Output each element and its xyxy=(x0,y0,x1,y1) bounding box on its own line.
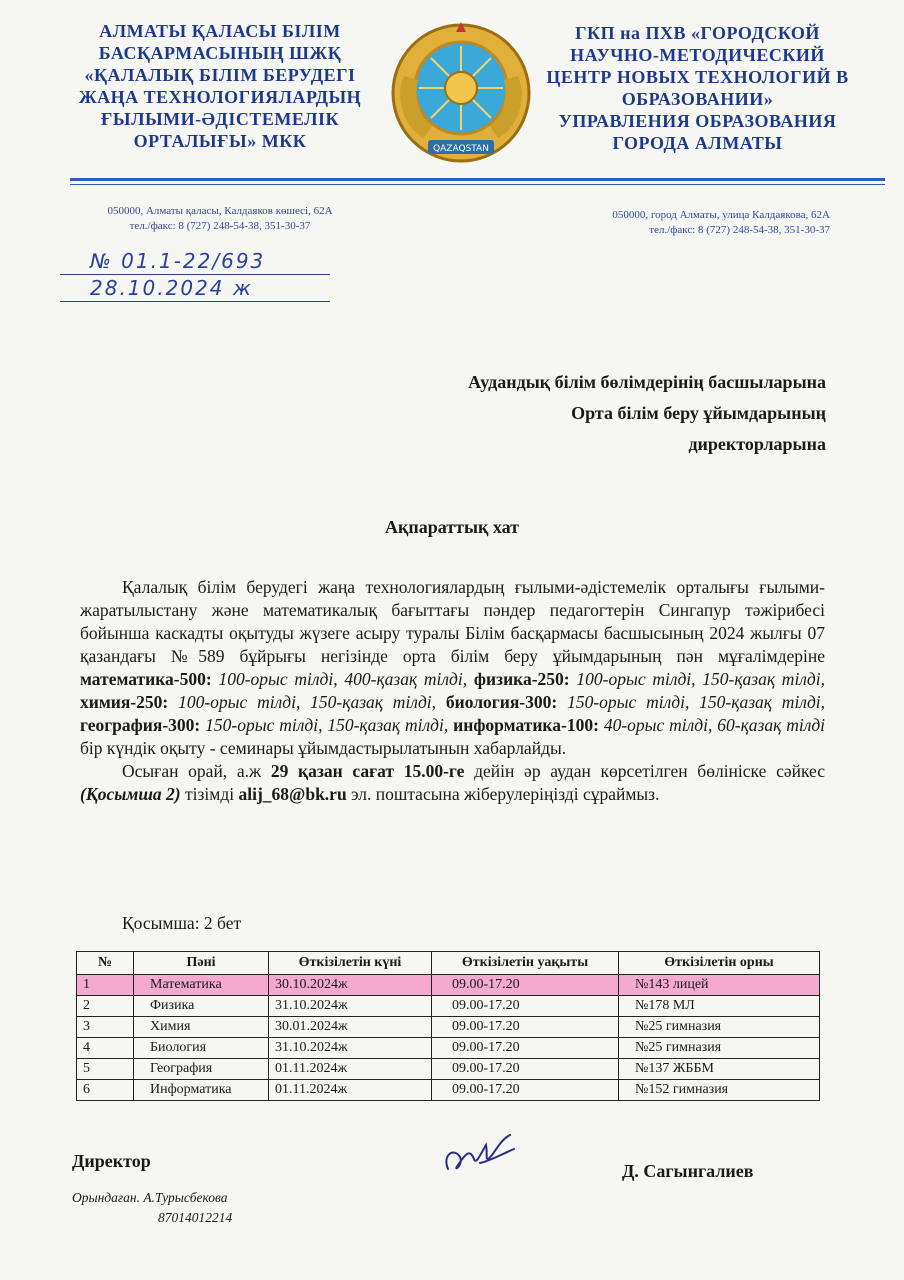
header-right-line: ГКП на ПХВ «ГОРОДСКОЙ xyxy=(575,23,820,43)
header-left-line: ОРТАЛЫҒЫ» МКК xyxy=(133,131,307,151)
handwritten-signature-icon xyxy=(440,1125,520,1180)
table-row xyxy=(77,1038,820,1059)
table-cell: 1 xyxy=(77,975,134,996)
email-address: alij_68@bk.ru xyxy=(238,784,347,804)
table-header-cell: Өткізілетін уақыты xyxy=(432,952,619,975)
header-left-line: ЖАҢА ТЕХНОЛОГИЯЛАРДЫҢ xyxy=(78,87,362,107)
table-cell: 09.00-17.20 xyxy=(432,1059,619,1080)
table-cell: 01.11.2024ж xyxy=(269,1080,432,1101)
address-right-line: 050000, город Алматы, улица Калдаякова, 62А xyxy=(612,209,830,221)
registration-date-line xyxy=(60,277,330,302)
table-cell: 2 xyxy=(77,996,134,1017)
table-cell: Физика xyxy=(134,996,269,1017)
table-cell: Информатика xyxy=(134,1080,269,1101)
signatory-position: Директор xyxy=(72,1151,151,1171)
table-row xyxy=(77,1059,820,1080)
header-left-line: АЛМАТЫ ҚАЛАСЫ БІЛІМ xyxy=(99,21,341,41)
table-row xyxy=(77,975,820,996)
table-header-cell: Өткізілетін күні xyxy=(269,952,432,975)
table-cell: №152 гимназия xyxy=(619,1080,820,1101)
table-cell: Химия xyxy=(134,1017,269,1038)
signatory-name: Д. Сагынгалиев xyxy=(622,1161,754,1181)
table-header-cell: № xyxy=(77,952,134,975)
table-row xyxy=(77,996,820,1017)
header-right-line: НАУЧНО-МЕТОДИЧЕСКИЙ xyxy=(570,45,825,65)
registration-number-line xyxy=(60,250,330,275)
table-cell: №143 лицей xyxy=(619,975,820,996)
table-cell: 31.10.2024ж xyxy=(269,996,432,1017)
registration-number: 01.1-22/693 xyxy=(121,249,266,273)
state-emblem-icon xyxy=(390,18,532,168)
table-cell: №178 МЛ xyxy=(619,996,820,1017)
table-cell: 3 xyxy=(77,1017,134,1038)
addressee-line: Орта білім беру ұйымдарының xyxy=(571,403,826,423)
table-cell: 09.00-17.20 xyxy=(432,975,619,996)
table-cell: 30.10.2024ж xyxy=(269,975,432,996)
addressee-line: Аудандық білім бөлімдерінің басшыларына xyxy=(468,372,826,392)
table-header-cell: Өткізілетін орны xyxy=(619,952,820,975)
header-left-line: БАСҚАРМАСЫНЫҢ ШЖҚ xyxy=(98,43,342,63)
address-left-line: тел./факс: 8 (727) 248-54-38, 351-30-37 xyxy=(129,220,311,232)
addressee-line: директорларына xyxy=(688,434,826,454)
emblem-caption: QAZAQSTAN xyxy=(433,144,489,154)
body-paragraph-1: Қалалық білім берудегі жаңа технологиялардың ғылыми-әдістемелік орталығы ғылыми-жаратылыстану және математикалық бағыттағы пәндер педагогтерін Сингапур тәжірибесі бойынша каскадты оқытуды жүзеге асыру туралы Білім басқармасы басшысының 2024 жылғы 07 қазандағы №589 бұйрығы негізінде орта білім беру ұйымдарының пән мұғалімдеріне математика-500: 100-орыс тілді, 400-қазақ тілді, физика-250: 100-орыс тілді, 150-қазақ тілді, химия-250: 100-орыс тілді, 150-қазақ тілді, биология-300: 150-орыс тілді, 150-қазақ тілді, география-300: 150-орыс тілді, 150-қазақ тілді, информатика-100: 40-орыс тілді, 60-қазақ тілді бір күндік оқыту - семинары ұйымдастырылатынын хабарлайды. xyxy=(80,577,826,758)
table-cell: 09.00-17.20 xyxy=(432,1038,619,1059)
table-cell: 6 xyxy=(77,1080,134,1101)
table-cell: №25 гимназия xyxy=(619,1038,820,1059)
table-cell: 09.00-17.20 xyxy=(432,996,619,1017)
table-cell: №137 ЖББМ xyxy=(619,1059,820,1080)
header-right-org xyxy=(535,22,860,154)
executor-phone: 87014012214 xyxy=(158,1210,233,1225)
table-cell: Биология xyxy=(134,1038,269,1059)
body-paragraph-2: Осыған орай, а.ж 29 қазан сағат 15.00-ге дейін әр аудан көрсетілген бөлініске сәйкес (Қосымша 2) тізімді alij_68@bk.ru эл. поштасына жіберулеріңізді сұраймыз. xyxy=(80,761,826,804)
table-header-row xyxy=(77,952,820,975)
header-left-org xyxy=(60,20,380,152)
address-right-line: тел./факс: 8 (727) 248-54-38, 351-30-37 xyxy=(649,224,830,236)
attachment-note: Қосымша: 2 бет xyxy=(122,913,242,933)
header-divider xyxy=(70,178,885,181)
table-cell: №25 гимназия xyxy=(619,1017,820,1038)
header-divider-thin xyxy=(70,184,885,185)
registration-date-suffix: ж xyxy=(232,276,253,300)
header-right-line: ОБРАЗОВАНИИ» xyxy=(621,89,774,109)
table-header-cell: Пәні xyxy=(134,952,269,975)
table-cell: 4 xyxy=(77,1038,134,1059)
address-right xyxy=(540,208,830,238)
table-row xyxy=(77,1080,820,1101)
address-left-line: 050000, Алматы қаласы, Калдаяков көшесі, 62А xyxy=(107,205,333,217)
table-cell: 01.11.2024ж xyxy=(269,1059,432,1080)
header-right-line: УПРАВЛЕНИЯ ОБРАЗОВАНИЯ xyxy=(558,111,837,131)
registration-block xyxy=(60,250,330,302)
header-right-line: ЦЕНТР НОВЫХ ТЕХНОЛОГИЙ В xyxy=(546,67,849,87)
table-cell: 5 xyxy=(77,1059,134,1080)
executor-name: Орындаған. А.Турысбекова xyxy=(72,1190,228,1205)
registration-number-prefix: № xyxy=(90,249,113,273)
table-cell: 09.00-17.20 xyxy=(432,1080,619,1101)
table-cell: География xyxy=(134,1059,269,1080)
addressee xyxy=(306,367,826,460)
address-left xyxy=(60,204,380,234)
schedule-table xyxy=(76,951,820,1101)
registration-date: 28.10.2024 xyxy=(90,276,225,300)
table-row xyxy=(77,1017,820,1038)
letter-title: Ақпараттық хат xyxy=(384,517,520,537)
table-cell: 09.00-17.20 xyxy=(432,1017,619,1038)
executor-block xyxy=(72,1188,232,1228)
header-left-line: «ҚАЛАЛЫҚ БІЛІМ БЕРУДЕГІ xyxy=(84,65,356,85)
header-right-line: ГОРОДА АЛМАТЫ xyxy=(612,133,783,153)
table-cell: 31.10.2024ж xyxy=(269,1038,432,1059)
header-left-line: ҒЫЛЫМИ-ӘДІСТЕМЕЛІК xyxy=(100,109,340,129)
table-cell: Математика xyxy=(134,975,269,996)
letter-body xyxy=(80,576,825,806)
table-cell: 30.01.2024ж xyxy=(269,1017,432,1038)
